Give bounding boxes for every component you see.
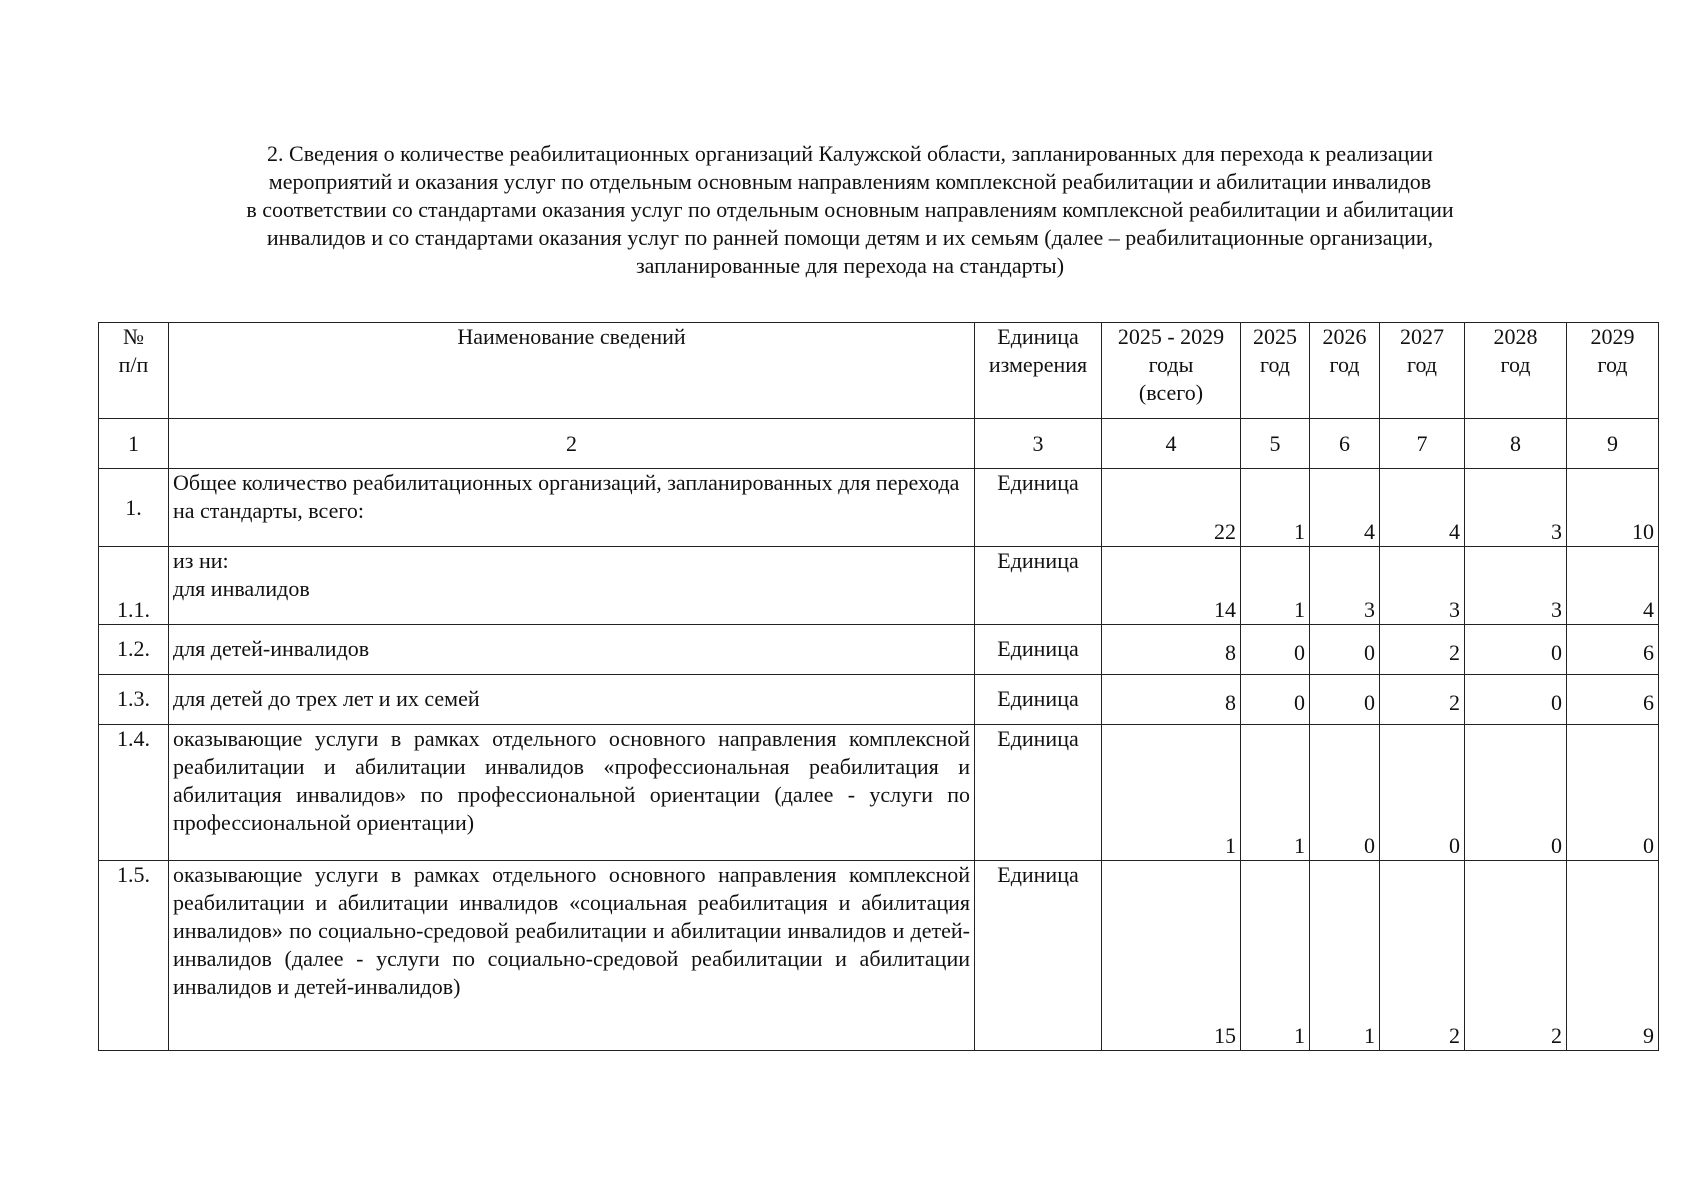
value-2027: 3 <box>1380 547 1465 625</box>
header-num <box>99 323 169 419</box>
value-2027: 2 <box>1380 675 1465 725</box>
table-row <box>99 861 1659 1051</box>
document-title <box>130 140 1570 280</box>
value-2025: 1 <box>1241 725 1310 861</box>
column-number: 5 <box>1241 419 1310 469</box>
title-line: 2. Сведения о количестве реабилитационных организаций Калужской области, запланированных для перехода к реализации <box>267 141 1433 166</box>
row-name <box>169 725 975 861</box>
header-text: Единица <box>997 324 1079 349</box>
value-2028: 2 <box>1465 861 1567 1051</box>
row-unit: Единица <box>975 469 1102 547</box>
value-2029: 6 <box>1567 625 1659 675</box>
value-2025: 0 <box>1241 625 1310 675</box>
value-2026: 3 <box>1310 547 1380 625</box>
table-row <box>99 725 1659 861</box>
value-2026: 0 <box>1310 675 1380 725</box>
value-2028: 3 <box>1465 547 1567 625</box>
table-row <box>99 675 1659 725</box>
row-name <box>169 625 975 675</box>
value-2027: 4 <box>1380 469 1465 547</box>
value-2029: 6 <box>1567 675 1659 725</box>
row-name-text: Общее количество реабилитационных организаций, запланированных для перехода на стандарты, всего: <box>173 470 960 523</box>
header-name <box>169 323 975 419</box>
value-2028: 0 <box>1465 625 1567 675</box>
value-2025: 0 <box>1241 675 1310 725</box>
value-2028: 0 <box>1465 675 1567 725</box>
value-2026: 0 <box>1310 625 1380 675</box>
value-2025: 1 <box>1241 861 1310 1051</box>
value-2027: 0 <box>1380 725 1465 861</box>
row-unit: Единица <box>975 625 1102 675</box>
row-number: 1. <box>99 469 169 547</box>
row-unit: Единица <box>975 547 1102 625</box>
header-text: годы <box>1148 352 1194 377</box>
row-number: 1.5. <box>99 861 169 1051</box>
value-2029: 9 <box>1567 861 1659 1051</box>
value-2025: 1 <box>1241 547 1310 625</box>
header-text: 2025 - 2029 <box>1117 324 1225 349</box>
row-name-text: оказывающие услуги в рамках отдельного основного направления комплексной реабилитации и абилитации инвалидов «социальная реабилитация и абилитация инвалидов» по социально-средовой реабилитации и абилитации инвалидов и детей-инвалидов (далее - услуги по социально-средовой реабилитации и абилитации инвалидов и детей-инвалидов) <box>173 862 970 999</box>
row-unit: Единица <box>975 675 1102 725</box>
title-line: инвалидов и со стандартами оказания услуг по ранней помощи детям и их семьям (далее – реабилитационные организации, <box>266 225 1434 250</box>
row-name-text: для детей до трех лет и их семей <box>173 686 480 711</box>
row-number: 1.2. <box>99 625 169 675</box>
row-name <box>169 469 975 547</box>
value-2026: 0 <box>1310 725 1380 861</box>
header-total <box>1102 323 1241 419</box>
header-text: Наименование сведений <box>457 324 686 349</box>
column-number: 7 <box>1380 419 1465 469</box>
table-row <box>99 547 1659 625</box>
value-2027: 2 <box>1380 861 1465 1051</box>
row-name <box>169 861 975 1051</box>
column-number: 9 <box>1567 419 1659 469</box>
row-name <box>169 547 975 625</box>
header-text: 2027 <box>1400 324 1444 349</box>
column-number: 1 <box>99 419 169 469</box>
header-text: 2026 <box>1322 324 1367 349</box>
row-name-text: для детей-инвалидов <box>173 636 370 661</box>
value-2025: 1 <box>1241 469 1310 547</box>
header-text: 2028 <box>1493 324 1538 349</box>
table-row <box>99 625 1659 675</box>
header-text: год <box>1329 352 1360 377</box>
value-2029: 0 <box>1567 725 1659 861</box>
rehab-organizations-table <box>98 322 1659 1051</box>
value-total: 8 <box>1102 675 1241 725</box>
row-unit: Единица <box>975 725 1102 861</box>
header-text: 2029 <box>1590 324 1635 349</box>
title-line: в соответствии со стандартами оказания услуг по отдельным основным направлениям комплексной реабилитации и абилитации <box>246 197 1454 222</box>
title-line: запланированные для перехода на стандарты) <box>635 253 1065 278</box>
header-text: измерения <box>988 352 1088 377</box>
value-2026: 1 <box>1310 861 1380 1051</box>
header-text: год <box>1259 352 1291 377</box>
header-text: год <box>1597 352 1628 377</box>
column-number: 3 <box>975 419 1102 469</box>
row-unit: Единица <box>975 861 1102 1051</box>
value-total: 22 <box>1102 469 1241 547</box>
value-2029: 4 <box>1567 547 1659 625</box>
header-text: год <box>1500 352 1531 377</box>
header-row <box>99 323 1659 419</box>
value-2028: 3 <box>1465 469 1567 547</box>
value-total: 14 <box>1102 547 1241 625</box>
value-total: 15 <box>1102 861 1241 1051</box>
row-name-text: для инвалидов <box>173 576 310 601</box>
row-number: 1.3. <box>99 675 169 725</box>
column-number: 6 <box>1310 419 1380 469</box>
row-name-text: оказывающие услуги в рамках отдельного основного направления комплексной реабилитации и абилитации инвалидов «профессиональная реабилитация и абилитация инвалидов» по профессиональной ориентации (далее - услуги по профессиональной ориентации) <box>173 726 970 835</box>
value-total: 8 <box>1102 625 1241 675</box>
header-text: № <box>123 324 144 349</box>
header-text: год <box>1406 352 1438 377</box>
header-text: (всего) <box>1138 380 1204 405</box>
value-2027: 2 <box>1380 625 1465 675</box>
header-2028 <box>1465 323 1567 419</box>
row-number: 1.4. <box>99 725 169 861</box>
column-number: 4 <box>1102 419 1241 469</box>
row-number: 1.1. <box>99 547 169 625</box>
value-2026: 4 <box>1310 469 1380 547</box>
value-total: 1 <box>1102 725 1241 861</box>
table-row <box>99 469 1659 547</box>
title-line: мероприятий и оказания услуг по отдельным основным направлениям комплексной реабилитации и абилитации инвалидов <box>268 169 1432 194</box>
row-name <box>169 675 975 725</box>
header-text: 2025 <box>1253 324 1297 349</box>
column-number-row <box>99 419 1659 469</box>
row-name-text: из ни: <box>173 548 229 573</box>
header-2029 <box>1567 323 1659 419</box>
header-2027 <box>1380 323 1465 419</box>
column-number: 8 <box>1465 419 1567 469</box>
column-number: 2 <box>169 419 975 469</box>
header-text: п/п <box>118 352 149 377</box>
value-2028: 0 <box>1465 725 1567 861</box>
header-2026 <box>1310 323 1380 419</box>
header-unit <box>975 323 1102 419</box>
value-2029: 10 <box>1567 469 1659 547</box>
header-2025 <box>1241 323 1310 419</box>
